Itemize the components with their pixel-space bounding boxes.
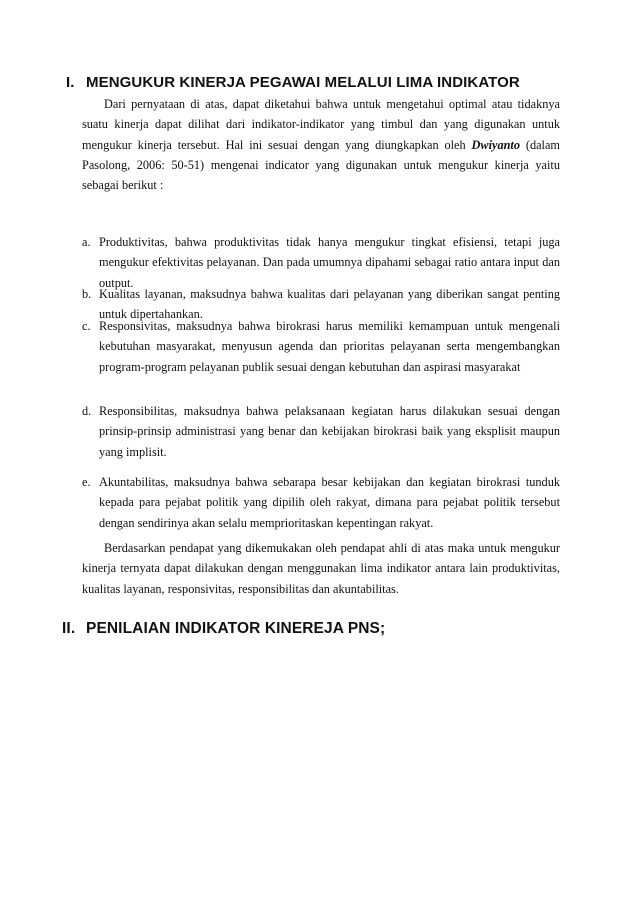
intro-text-after: (dalam Pasolong, 2006: 50-51) mengenai indicator yang digunakan untuk mengukur kinerja yaitu sebagai berikut : bbox=[82, 137, 560, 193]
section-2-title: PENILAIAN INDIKATOR KINEREJA PNS; bbox=[86, 620, 386, 637]
intro-text-before: Dari pernyataan di atas, dapat diketahui bahwa untuk mengetahui optimal atau tidaknya suatu kinerja dapat dilihat dari indikator-indikator yang timbul dan yang digunakan untuk mengukur kinerja tersebut. Hal ini sesuai dengan yang diungkapkan oleh bbox=[82, 97, 560, 152]
list-marker: d. bbox=[82, 404, 92, 418]
list-marker: c. bbox=[82, 319, 91, 333]
author-name: Dwiyanto bbox=[471, 137, 520, 152]
list-item bbox=[82, 316, 560, 377]
list-item-text: Responsibilitas, maksudnya bahwa pelaksanaan kegiatan harus dilakukan sesuai dengan prinsip-prinsip administrasi yang benar dan kebijakan birokrasi baik yang eksplisit maupun yang implisit. bbox=[99, 404, 560, 459]
list-item-text: Akuntabilitas, maksudnya bahwa sebarapa besar kebijakan dan kegiatan birokrasi tunduk kepada para pejabat politik yang dipilih oleh rakyat, dimana para pejabat politik tersebut dengan sendirinya akan selalu memprioritaskan kepentingan rakyat. bbox=[99, 475, 560, 530]
section-2-number: II. bbox=[62, 620, 76, 637]
section-2-heading bbox=[62, 620, 385, 638]
intro-paragraph bbox=[82, 94, 560, 195]
list-item bbox=[82, 401, 560, 462]
list-item-text: Produktivitas, bahwa produktivitas tidak hanya mengukur tingkat efisiensi, tetapi juga mengukur efektivitas pelayanan. Dan pada umumnya dipahami sebagai ratio antara input dan output. bbox=[99, 235, 560, 290]
list-item bbox=[82, 472, 560, 533]
section-1-heading bbox=[66, 74, 520, 91]
list-marker: b. bbox=[82, 287, 92, 301]
list-marker: e. bbox=[82, 475, 91, 489]
conclusion-paragraph: Berdasarkan pendapat yang dikemukakan oleh pendapat ahli di atas maka untuk mengukur kinerja ternyata dapat dilakukan dengan menggunakan lima indikator antara lain produktivitas, kualitas layanan, responsivitas, responsibilitas dan akuntabilitas. bbox=[82, 541, 560, 596]
list-item-text: Responsivitas, maksudnya bahwa birokrasi harus memiliki kemampuan untuk mengenali kebutuhan masyarakat, menyusun agenda dan prioritas pelayanan serta mengembangkan program-program pelayanan publik sesuai dengan kebutuhan dan aspirasi masyarakat bbox=[99, 319, 560, 374]
section-1-number: I. bbox=[66, 74, 75, 91]
list-item-text: Kualitas layanan, maksudnya bahwa kualitas dari pelayanan yang diberikan sangat penting untuk dipertahankan. bbox=[99, 287, 560, 322]
section-1-title: MENGUKUR KINERJA PEGAWAI MELALUI LIMA INDIKATOR bbox=[86, 74, 520, 91]
list-marker: a. bbox=[82, 235, 91, 249]
